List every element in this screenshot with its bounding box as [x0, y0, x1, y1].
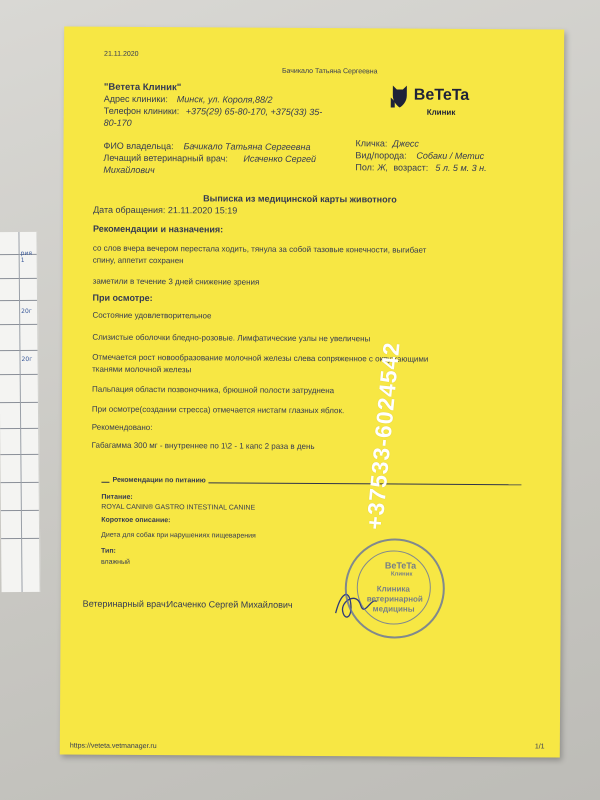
signoff-vet-name: Исаченко Сергей Михайлович	[166, 599, 293, 610]
prescription: Габагамма 300 мг - внутреннее по 1\2 - 1 капс 2 раза в день	[91, 440, 315, 452]
clinic-phone-label: Телефон клиники:	[103, 105, 180, 117]
side-text: 20г	[21, 355, 33, 363]
vet-name-cont: Михайлович	[103, 164, 155, 176]
exam-nystagmus: При осмотре(создании стресса) отмечается нистагм глазных яблок.	[91, 404, 345, 416]
vet-name: Исаченко Сергей	[243, 153, 317, 165]
type-label: Тип:	[101, 547, 116, 555]
pet-nickname-label: Кличка:	[355, 138, 388, 149]
vision-note: заметили в течение 3 дней снижение зрения	[92, 276, 260, 287]
stamp-line: Клиника	[376, 584, 410, 594]
food-label: Питание:	[101, 493, 133, 501]
stamp-logo: BeTeTa	[384, 560, 417, 571]
document-title: Выписка из медицинской карты животного	[203, 193, 397, 205]
header-date: 21.11.2020	[104, 50, 139, 58]
pet-nickname: Джесс	[392, 138, 419, 149]
pet-age-label: возраст:	[393, 162, 429, 173]
clinic-name: "Ветета Клиник"	[103, 81, 182, 94]
stamp-line: ветеринарной	[366, 594, 423, 604]
clinic-logo-text: BeTeTa	[413, 86, 470, 104]
side-text: 20г	[21, 307, 32, 315]
clinic-address-label: Адрес клиники:	[103, 93, 168, 105]
pet-age: 5 л. 5 м. 3 н.	[435, 162, 487, 174]
phone-watermark: +37533-6024542	[361, 340, 405, 531]
exam-growth: Отмечается рост новообразование молочной железы слева сопряженное с окружающими	[92, 352, 429, 364]
medical-record-sheet	[60, 26, 564, 757]
clinic-address: Минск, ул. Короля,88/2	[176, 94, 273, 105]
stamp-line: медицины	[372, 604, 415, 614]
owner-name: Бачикало Татьяна Сергеевна	[183, 141, 311, 152]
nutrition-heading: Рекомендации по питанию	[109, 477, 208, 485]
complaint-text-cont: спину, аппетит сохранен	[92, 255, 184, 266]
exam-palpation: Пальпация области позвоночника, брюшной полости затруднена	[91, 384, 335, 396]
clinic-logo-subtext: Клиник	[426, 107, 456, 117]
footer-url[interactable]: https://veteta.vetmanager.ru	[69, 742, 157, 751]
pet-breed: Собаки / Метис	[416, 150, 485, 162]
background-document	[0, 232, 41, 592]
owner-label: ФИО владельца:	[103, 140, 174, 152]
side-text: рия 1	[20, 249, 32, 264]
complaint-text: со слов вчера вечером перестала ходить, тянула за собой тазовые конечности, выгибает	[92, 243, 427, 255]
pet-sex-label: Пол:	[355, 162, 375, 173]
recommended-label: Рекомендовано:	[91, 422, 153, 433]
exam-growth-cont: тканями молочной железы	[92, 364, 192, 375]
vet-label: Лечащий ветеринарный врач:	[103, 152, 228, 164]
dog-cat-logo-icon	[389, 83, 411, 109]
header-owner: Бачикало Татьяна Сергеевна	[281, 67, 378, 76]
signoff-label: Ветеринарный врач:	[82, 598, 169, 610]
footer-page: 1/1	[534, 743, 545, 751]
description-value: Диета для собак при нарушениях пищеварения	[101, 531, 256, 540]
clinic-stamp	[344, 538, 445, 639]
exam-mucosa: Слизистые оболочки бледно-розовые. Лимфатические узлы не увеличены	[92, 332, 371, 344]
stamp-small-text: Клиник	[390, 571, 413, 578]
visit-date: Дата обращения: 21.11.2020 15:19	[93, 204, 238, 216]
clinic-phone: +375(29) 65-80-170, +375(33) 35-	[185, 106, 323, 118]
recommendations-heading: Рекомендации и назначения:	[92, 223, 224, 235]
pet-breed-label: Вид/порода:	[355, 150, 407, 161]
clinic-phone-cont: 80-170	[103, 117, 132, 128]
exam-heading: При осмотре:	[92, 292, 153, 304]
exam-state: Состояние удовлетворительное	[92, 310, 212, 321]
pet-sex: Ж,	[377, 162, 389, 173]
description-label: Короткое описание:	[101, 516, 171, 525]
food-value: ROYAL CANIN® GASTRO INTESTINAL CANINE	[101, 503, 256, 512]
type-value: влажный	[100, 558, 131, 566]
